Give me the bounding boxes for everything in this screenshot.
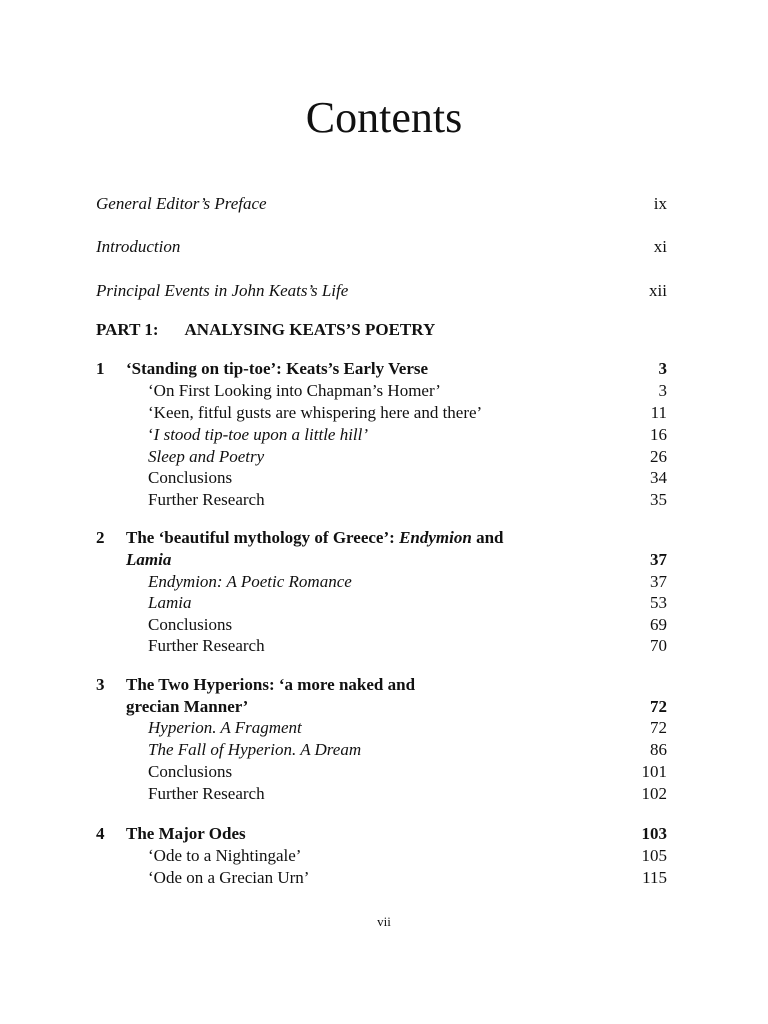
chapter-title: grecian Manner’ — [126, 697, 249, 716]
poem-title: I stood tip-toe upon a little hill’ — [153, 425, 369, 444]
toc-entry-page: ix — [653, 194, 667, 213]
toc-subentry — [96, 380, 667, 402]
toc-entry-page: 53 — [650, 593, 667, 612]
toc-entry-label: Sleep and Poetry — [148, 447, 265, 466]
chapter-title: ‘Standing on tip-toe’: Keats’s Early Verse — [126, 359, 429, 378]
toc-entry-page: 105 — [641, 846, 667, 865]
toc-entry-label: The Fall of Hyperion. A Dream — [148, 740, 362, 759]
toc-subentry — [96, 717, 667, 739]
toc-subentry — [96, 467, 667, 489]
toc-subentry — [96, 635, 667, 657]
toc-entry-page: xii — [649, 281, 667, 300]
toc-entry-page: 86 — [650, 740, 667, 759]
toc-entry-label — [148, 424, 368, 446]
chapter-page: 72 — [650, 697, 667, 716]
part-title: ANALYSING KEATS’S POETRY — [184, 320, 436, 339]
toc-entry-label: ‘Keen, fitful gusts are whispering here and there’ — [148, 403, 483, 422]
chapter-number: 2 — [96, 528, 105, 547]
toc-entry-label: Lamia — [148, 593, 192, 612]
toc-entry-page: 16 — [650, 425, 667, 444]
toc-entry-label: Endymion: A Poetic Romance — [148, 572, 352, 591]
toc-subentry — [96, 489, 667, 511]
chapter-1-heading — [96, 358, 667, 380]
toc-entry-label: Hyperion. A Fragment — [148, 718, 302, 737]
toc-entry-page: xi — [653, 237, 667, 256]
toc-entry-preface — [96, 193, 667, 215]
page-number: vii — [377, 914, 391, 929]
toc-entry-label: Principal Events in John Keats’s Life — [96, 281, 349, 300]
toc-entry-label: Conclusions — [148, 615, 233, 634]
chapter-title-work: Endymion — [399, 528, 472, 547]
chapter-title-work: Lamia — [126, 550, 172, 569]
chapter-4-heading — [96, 823, 667, 845]
toc-entry-page: 26 — [650, 447, 667, 466]
toc-entry-label: Conclusions — [148, 762, 233, 781]
toc-entry-page: 11 — [650, 403, 667, 422]
toc-subentry — [96, 867, 667, 889]
toc-entry-label: Further Research — [148, 636, 265, 655]
part-heading — [96, 319, 435, 341]
page-title: Contents — [305, 93, 463, 142]
chapter-page: 3 — [658, 359, 667, 378]
chapter-3-heading-cont — [96, 696, 667, 718]
toc-entry-label: Introduction — [96, 237, 181, 256]
toc-entry-page: 34 — [650, 468, 667, 487]
toc-entry-label: ‘Ode on a Grecian Urn’ — [148, 868, 310, 887]
chapter-number: 3 — [96, 675, 105, 694]
toc-entry-page: 69 — [650, 615, 667, 634]
opening-quote: ‘ — [148, 425, 154, 444]
chapter-2-heading — [96, 527, 667, 549]
chapter-2-heading-cont — [96, 549, 667, 571]
toc-entry-page: 35 — [650, 490, 667, 509]
toc-entry-page: 3 — [658, 381, 667, 400]
toc-entry-page: 37 — [650, 572, 667, 591]
toc-entry-principal-events — [96, 280, 667, 302]
toc-entry-label: General Editor’s Preface — [96, 194, 267, 213]
chapter-page: 37 — [650, 550, 667, 569]
toc-subentry — [96, 571, 667, 593]
part-number: PART 1: — [96, 320, 159, 339]
toc-subentry — [96, 783, 667, 805]
toc-entry-label: ‘On First Looking into Chapman’s Homer’ — [148, 381, 441, 400]
toc-subentry — [96, 614, 667, 636]
toc-subentry — [96, 739, 667, 761]
toc-entry-label: Further Research — [148, 490, 265, 509]
toc-entry-page: 101 — [641, 762, 667, 781]
toc-entry-page: 115 — [642, 868, 667, 887]
chapter-number: 1 — [96, 359, 105, 378]
toc-entry-label: Conclusions — [148, 468, 233, 487]
toc-subentry — [96, 446, 667, 468]
chapter-number: 4 — [96, 824, 105, 843]
toc-entry-label: Further Research — [148, 784, 265, 803]
toc-entry-label: ‘Ode to a Nightingale’ — [148, 846, 302, 865]
toc-subentry — [96, 845, 667, 867]
chapter-title: The Major Odes — [126, 824, 246, 843]
chapter-title-text: The ‘beautiful mythology of Greece’: — [126, 528, 400, 547]
toc-subentry — [96, 761, 667, 783]
toc-entry-page: 102 — [641, 784, 667, 803]
toc-subentry — [96, 424, 667, 446]
chapter-page: 103 — [641, 824, 667, 843]
toc-entry-page: 70 — [650, 636, 667, 655]
chapter-3-heading — [96, 674, 667, 696]
chapter-title — [126, 527, 503, 549]
toc-subentry — [96, 402, 667, 424]
chapter-title-text: and — [471, 528, 504, 547]
toc-subentry — [96, 592, 667, 614]
chapter-title: The Two Hyperions: ‘a more naked and — [126, 675, 416, 694]
toc-entry-page: 72 — [650, 718, 667, 737]
toc-entry-introduction — [96, 236, 667, 258]
